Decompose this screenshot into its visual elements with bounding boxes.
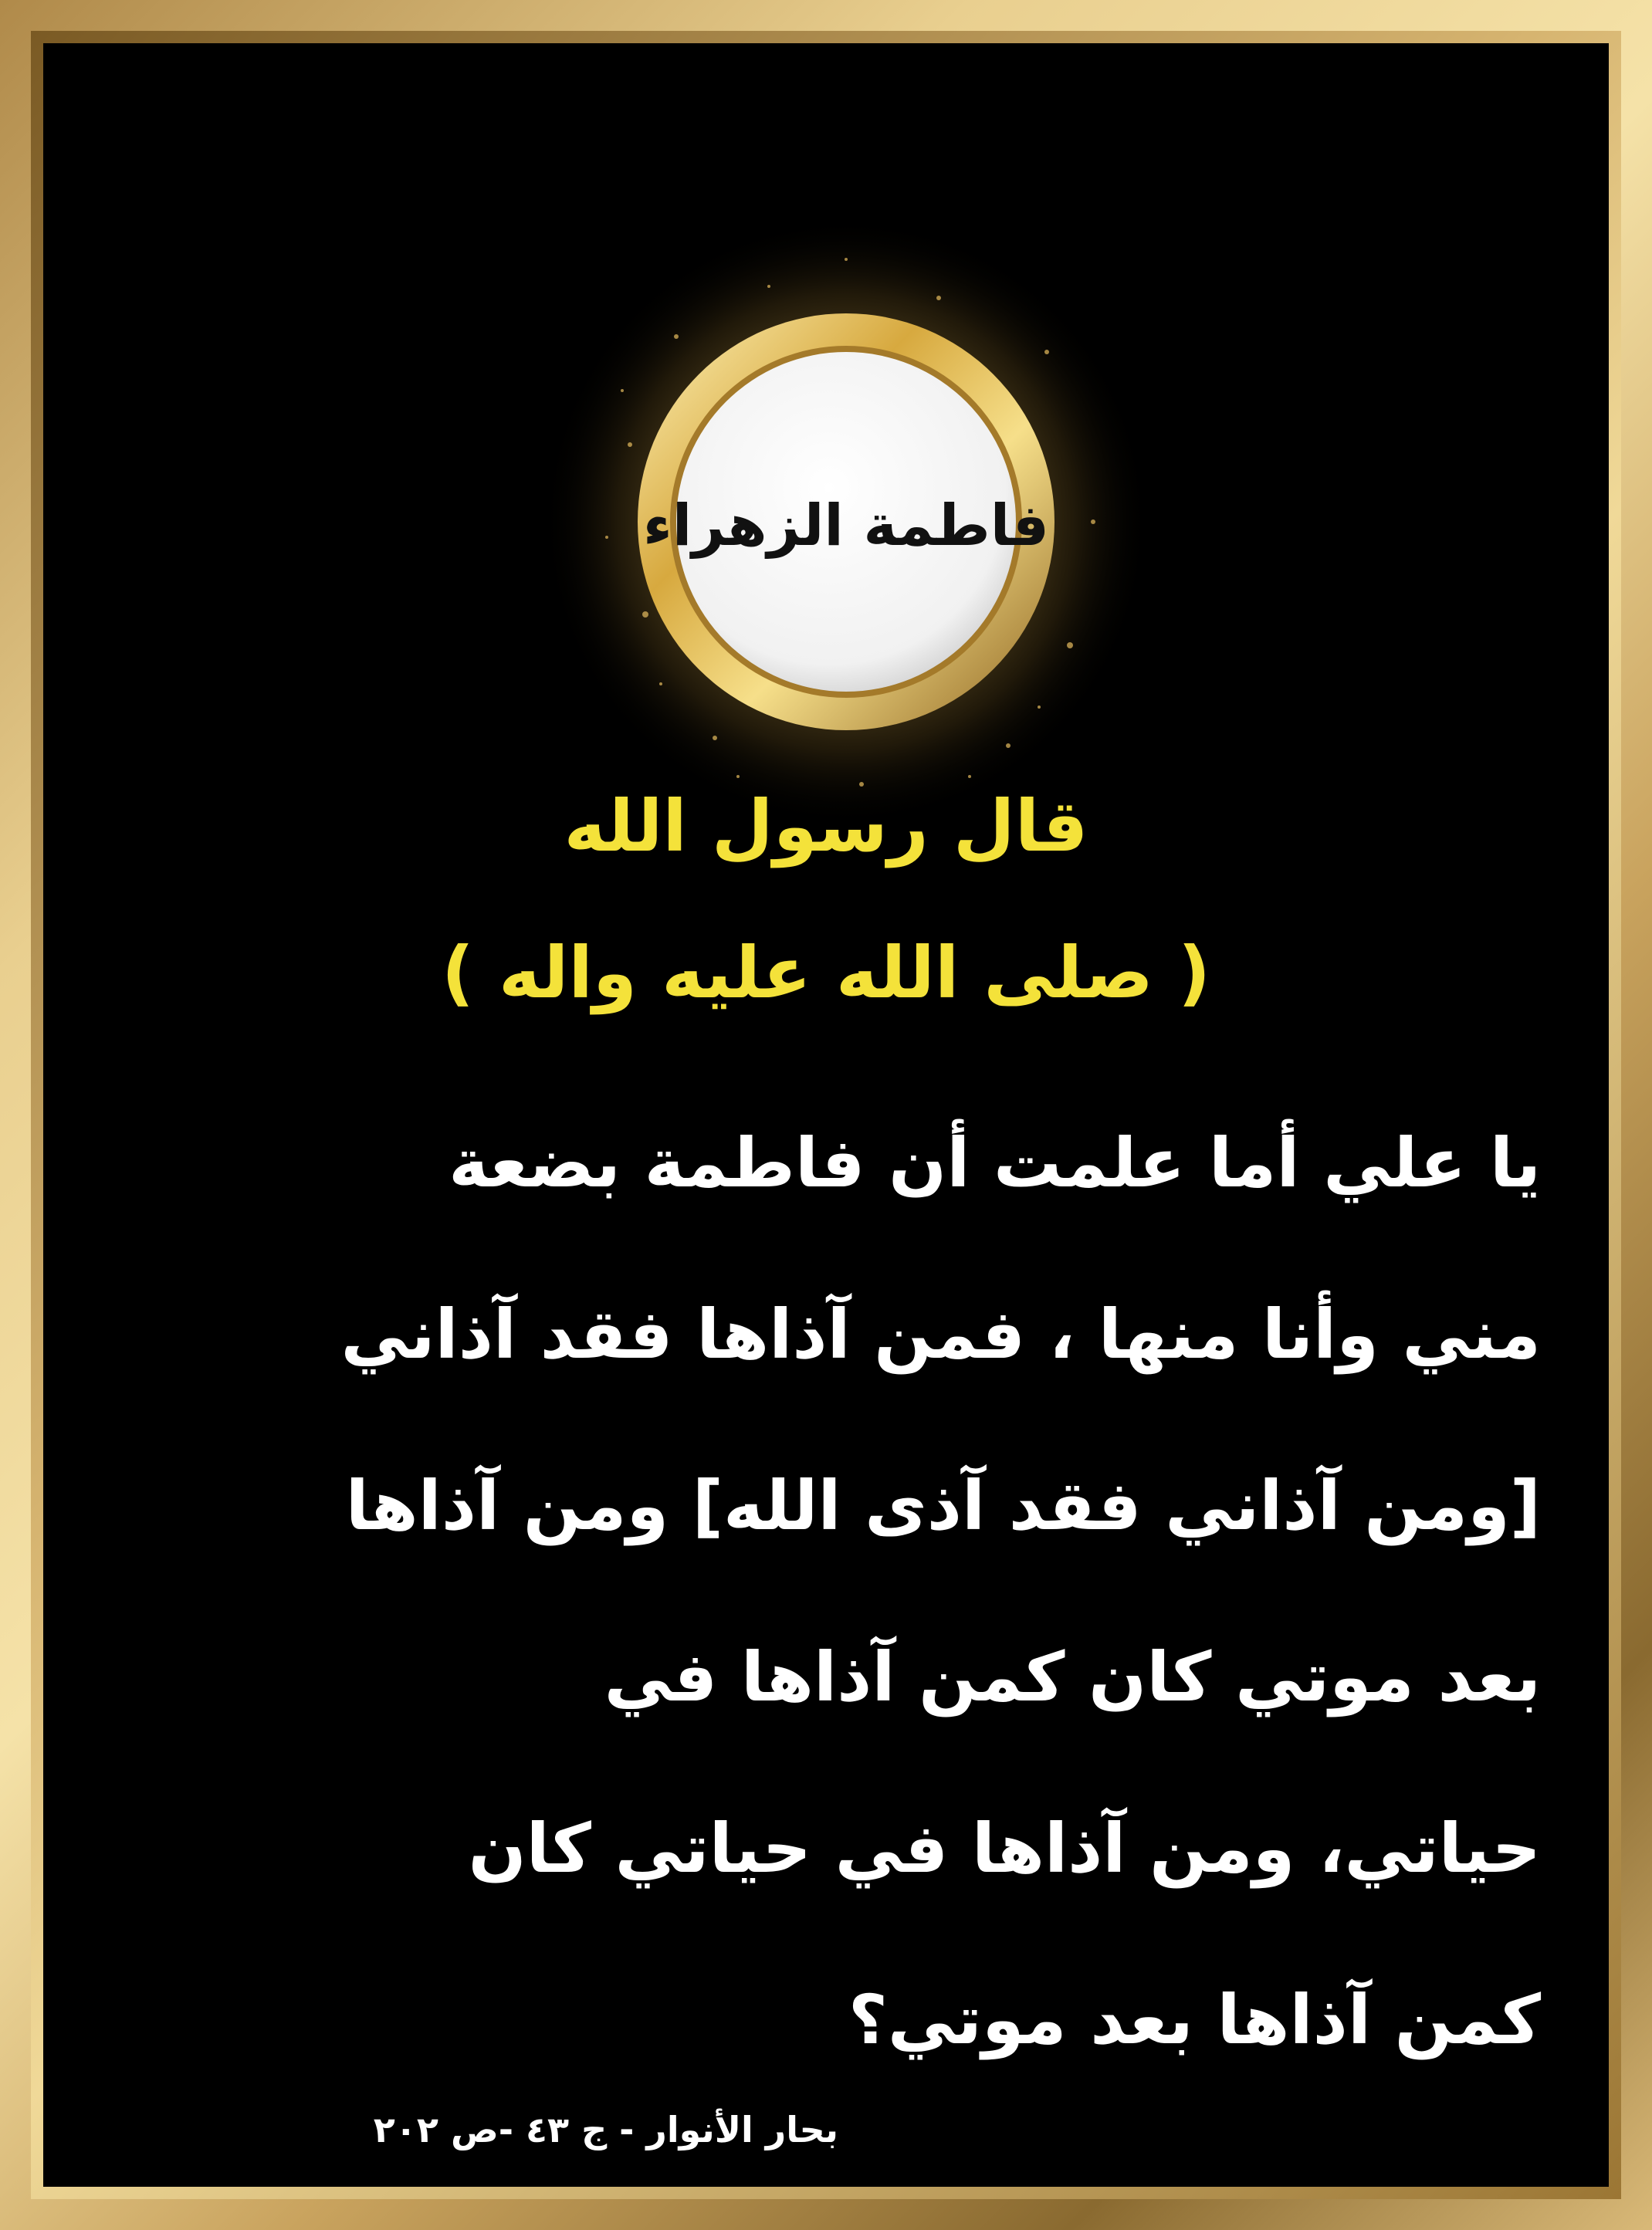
seal-calligraphy: فاطمة الزهراء <box>643 492 1049 559</box>
black-panel <box>43 43 1609 2187</box>
source-citation: بحار الأنوار - ج ٤٣ -ص ٢٠٢ <box>373 2109 838 2150</box>
hadith-line: مني وأنا منها ، فمن آذاها فقد آذاني <box>340 1294 1541 1374</box>
heading-prophet-said: قال رسول الله <box>564 785 1088 868</box>
hadith-line: حياتي، ومن آذاها في حياتي كان <box>468 1809 1541 1888</box>
hadith-line: يا علي أما علمت أن فاطمة بضعة <box>449 1123 1541 1203</box>
fatima-seal-emblem <box>537 213 1155 831</box>
heading-salutation: ( صلى الله عليه واله ) <box>441 932 1210 1014</box>
hadith-line: بعد موتي كان كمن آذاها في <box>604 1637 1541 1717</box>
hadith-text <box>128 1078 1541 2106</box>
hadith-line: [ومن آذاني فقد آذى الله] ومن آذاها <box>345 1466 1541 1545</box>
hadith-line: كمن آذاها بعد موتي؟ <box>848 1980 1541 2059</box>
